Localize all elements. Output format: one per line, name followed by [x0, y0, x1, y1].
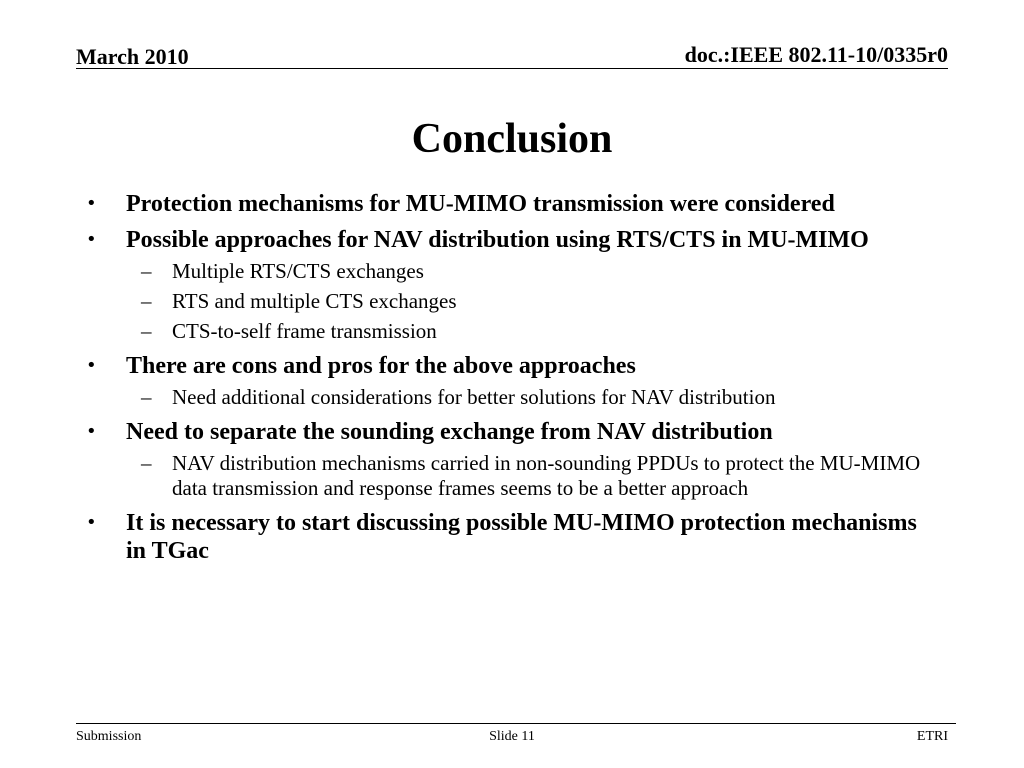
header-doc-id: doc.:IEEE 802.11-10/0335r0: [684, 42, 948, 67]
bullet-text: It is necessary to start discussing possible MU-MIMO protection mechanisms in TGac: [126, 510, 917, 564]
sub-bullet-marker: –: [141, 319, 152, 343]
bullet-text: There are cons and pros for the above approaches: [126, 353, 636, 379]
slide-title: Conclusion: [411, 116, 613, 162]
sub-bullet-item: [86, 385, 936, 410]
bullet-item: [86, 352, 936, 380]
bullet-text: Protection mechanisms for MU-MIMO transmission were considered: [126, 191, 835, 217]
header-date: March 2010: [76, 44, 189, 69]
sub-bullet-text: NAV distribution mechanisms carried in non-sounding PPDUs to protect the MU-MIMO data transmission and response frames seems to be a better approach: [172, 451, 921, 500]
sub-bullet-text: Need additional considerations for better solutions for NAV distribution: [172, 385, 776, 409]
bullet-marker: •: [86, 512, 97, 533]
sub-bullet-marker: –: [141, 259, 152, 283]
sub-bullet-item: [86, 259, 936, 284]
sub-bullet-text: Multiple RTS/CTS exchanges: [172, 259, 424, 283]
bullet-marker: •: [86, 421, 97, 442]
footer-slide-number: Slide 11: [489, 729, 535, 744]
sub-bullet-marker: –: [141, 385, 152, 409]
bullet-text: Need to separate the sounding exchange from NAV distribution: [126, 419, 773, 445]
bullet-list: [86, 190, 936, 565]
footer-organization: ETRI: [916, 729, 948, 744]
header-divider: [76, 68, 948, 69]
sub-bullet-text: RTS and multiple CTS exchanges: [172, 289, 457, 313]
footer-submission: Submission: [76, 729, 142, 744]
sub-bullet-marker: –: [141, 289, 152, 313]
bullet-text: Possible approaches for NAV distribution using RTS/CTS in MU-MIMO: [126, 227, 869, 253]
bullet-marker: •: [86, 355, 97, 376]
sub-bullet-item: [86, 289, 936, 314]
footer-divider: [76, 723, 956, 724]
sub-bullet-item: [86, 451, 936, 501]
bullet-marker: •: [86, 229, 97, 250]
sub-bullet-marker: –: [141, 451, 152, 475]
bullet-item: [86, 226, 936, 254]
sub-bullet-text: CTS-to-self frame transmission: [172, 319, 437, 343]
bullet-item: [86, 190, 936, 218]
bullet-marker: •: [86, 193, 97, 214]
bullet-item: [86, 509, 936, 565]
bullet-item: [86, 418, 936, 446]
sub-bullet-item: [86, 319, 936, 344]
